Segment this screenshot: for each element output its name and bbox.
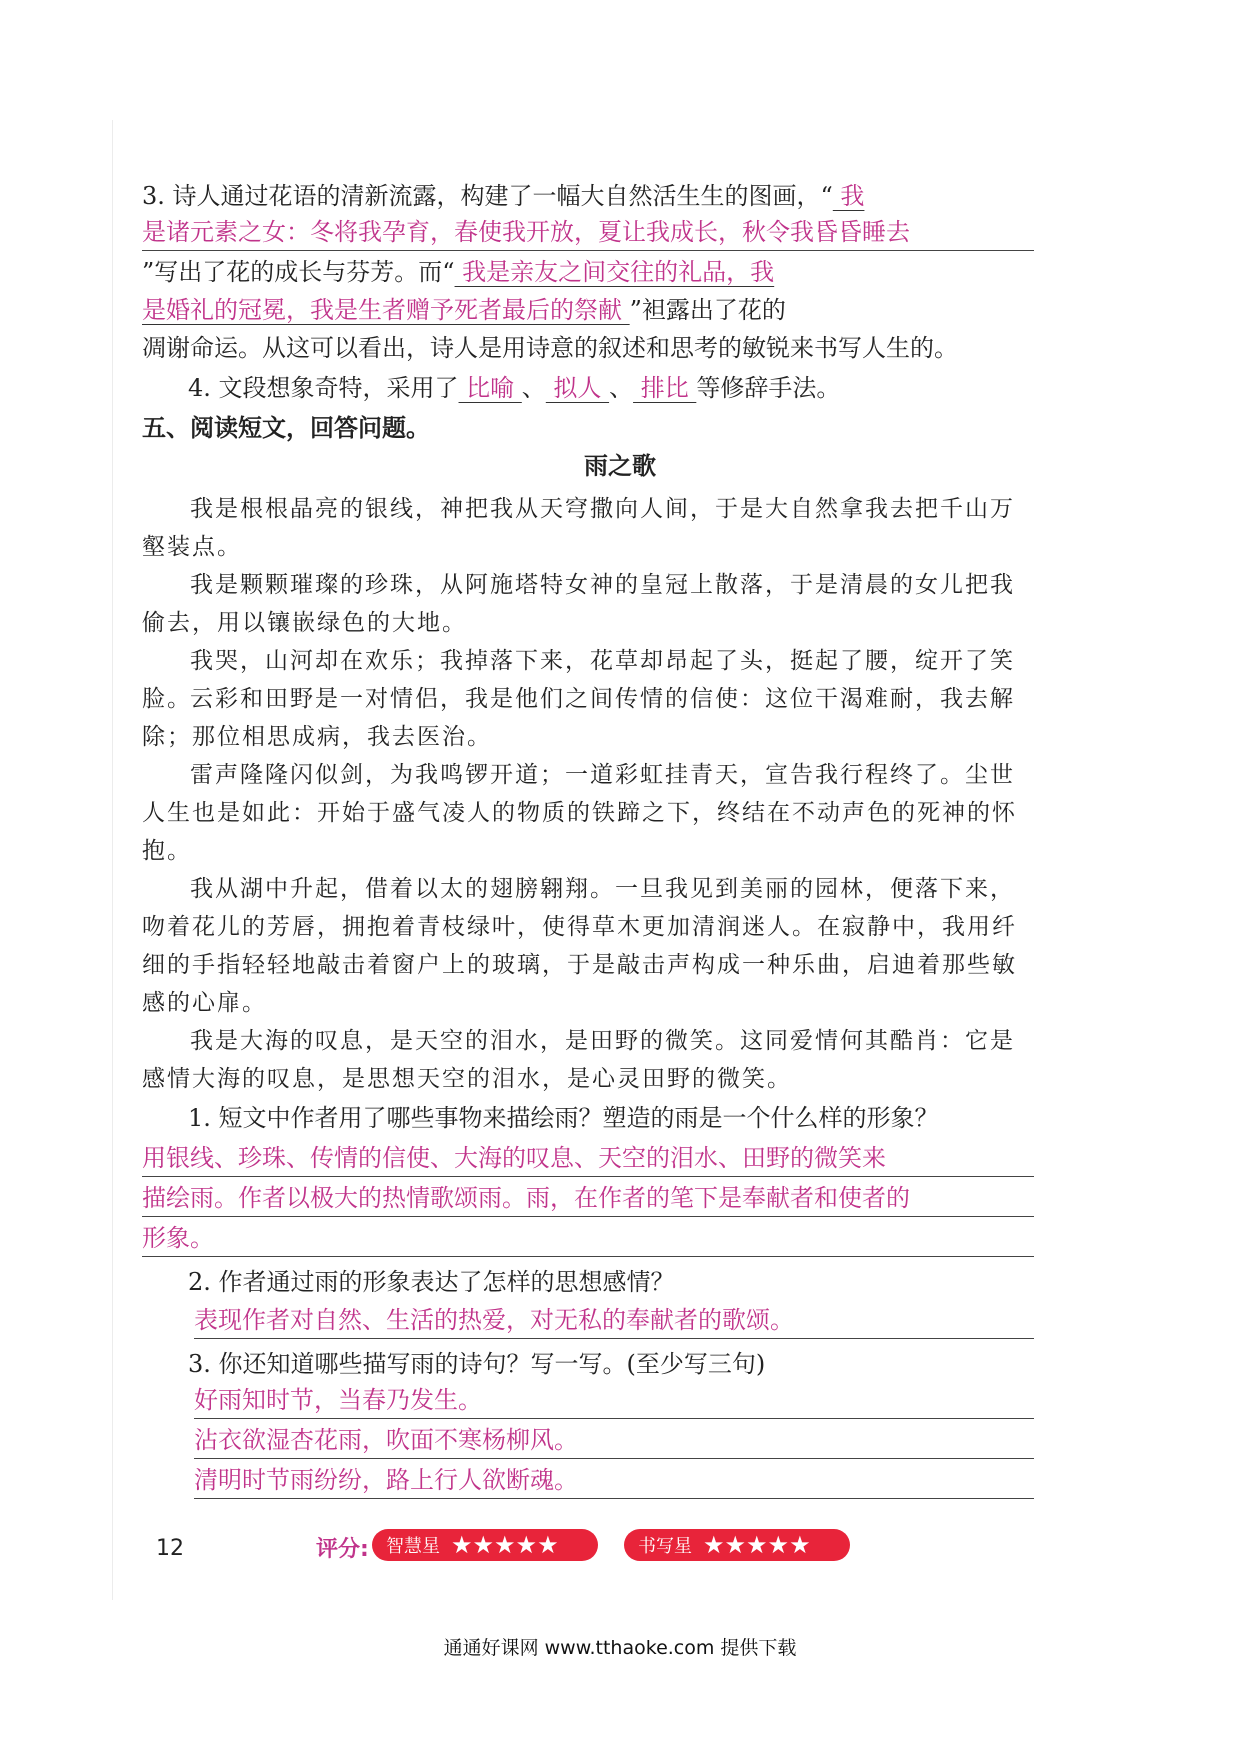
rating-wisdom-label: 智慧星 [386,1536,440,1557]
q4-sep1: 、 [521,374,546,402]
passage-paragraph-7: 我是大海的叹息，是天空的泪水，是田野的微笑。这同爱情何其酷肖：它是感情大海的叹息，是思想天空的泪水，是心灵田野的微笑。 [142,1028,1015,1092]
answer-2-line: 表现作者对自然、生活的热爱，对无私的奉献者的歌颂。 [194,1302,1034,1339]
rating-writing-star [624,1529,850,1561]
rating-writing-label: 书写星 [638,1536,692,1557]
section-heading: 五、阅读短文，回答问题。 [142,414,430,442]
star-icons: ★★★★★ [451,1531,559,1559]
passage-paragraph-2: 我是颗颗璀璨的珍珠，从阿施塔特女神的皇冠上散落，于是清晨的女儿把我偷去，用以镶嵌绿色的大地。 [142,572,1015,636]
q3-answer1-line: 是诸元素之女：冬将我孕育，春使我开放，夏让我成长，秋令我昏昏睡去 [142,214,1034,251]
q4-answer-1: 比喻 [458,374,522,402]
q4-sep2: 、 [609,374,634,402]
rating-wisdom-star [372,1529,598,1561]
answer-3-line-1: 好雨知时节，当春乃发生。 [194,1382,1034,1419]
passage-title: 雨之歌 [584,452,656,480]
q3-text: 3. 诗人通过花语的清新流露，构建了一幅大自然活生生的图画，“ [142,182,833,210]
passage-paragraph-4: 云彩和田野是一对情侣，我是他们之间传情的信使：这位干渴难耐，我去解除；那位相思成病，我去医治。 [142,686,1015,750]
q4-prefix: 4. 文段想象奇特，采用了 [188,374,459,402]
q3-answer2-cont: 是婚礼的冠冕，我是生者赠予死者最后的祭献 [142,296,630,324]
scan-edge-line [112,120,113,1600]
question-3: 3. 你还知道哪些描写雨的诗句？写一写。(至少写三句) [188,1350,766,1378]
passage-paragraph-5: 雷声隆隆闪似剑，为我鸣锣开道；一道彩虹挂青天，宣告我行程终了。尘世人生也是如此：开始于盛气凌人的物质的铁蹄之下，终结在不动声色的死神的怀抱。 [142,762,1017,864]
download-credit: 通通好课网 www.tthaoke.com 提供下载 [443,1637,797,1659]
q4-line [188,370,1080,406]
score-label: 评分: [316,1537,369,1562]
q3-line4 [142,292,1034,328]
q3-text3: ”袒露出了花的 [629,296,786,324]
answer-1-line-3: 形象。 [142,1220,1034,1257]
passage-paragraph-6: 我从湖中升起，借着以太的翅膀翱翔。一旦我见到美丽的园林，便落下来，吻着花儿的芳唇，拥抱着青枝绿叶，使得草木更加清润迷人。在寂静中，我用纤细的手指轻轻地敲击着窗户上的玻璃，于是敲击声构成一种乐曲，启迪着那些敏感的心扉。 [142,876,1017,1016]
q4-suffix: 等修辞手法。 [696,374,841,402]
page-number: 12 [156,1536,184,1561]
question-2: 2. 作者通过雨的形象表达了怎样的思想感情？ [188,1268,675,1296]
passage-paragraph-3: 我哭，山河却在欢乐；我掉落下来，花草却昂起了头，挺起了腰，绽开了笑脸。 [142,648,1015,712]
q4-answer-3: 排比 [633,374,697,402]
q3-line1 [142,178,1034,214]
q3-text2: ”写出了花的成长与芬芳。而“ [142,258,455,286]
answer-1-line-1: 用银线、珍珠、传情的信使、大海的叹息、天空的泪水、田野的微笑来 [142,1140,1034,1177]
answer-3-line-3: 清明时节雨纷纷，路上行人欲断魂。 [194,1462,1034,1499]
question-1: 1. 短文中作者用了哪些事物来描绘雨？塑造的雨是一个什么样的形象？ [188,1104,939,1132]
q3-line3 [142,254,1034,290]
q3-line5: 凋谢命运。从这可以看出，诗人是用诗意的叙述和思考的敏锐来书写人生的。 [142,334,958,362]
answer-1-line-2: 描绘雨。作者以极大的热情歌颂雨。雨，在作者的笔下是奉献者和使者的 [142,1180,1034,1217]
passage-paragraph-1: 我是根根晶亮的银线，神把我从天穹撒向人间，于是大自然拿我去把千山万壑装点。 [142,496,1015,560]
q3-answer1-start: 我 [832,182,865,210]
answer-3-line-2: 沾衣欲湿杏花雨，吹面不寒杨柳风。 [194,1422,1034,1459]
q4-answer-2: 拟人 [545,374,610,402]
q3-answer2-start: 我是亲友之间交往的礼品，我 [454,258,775,286]
star-icons: ★★★★★ [703,1531,811,1559]
